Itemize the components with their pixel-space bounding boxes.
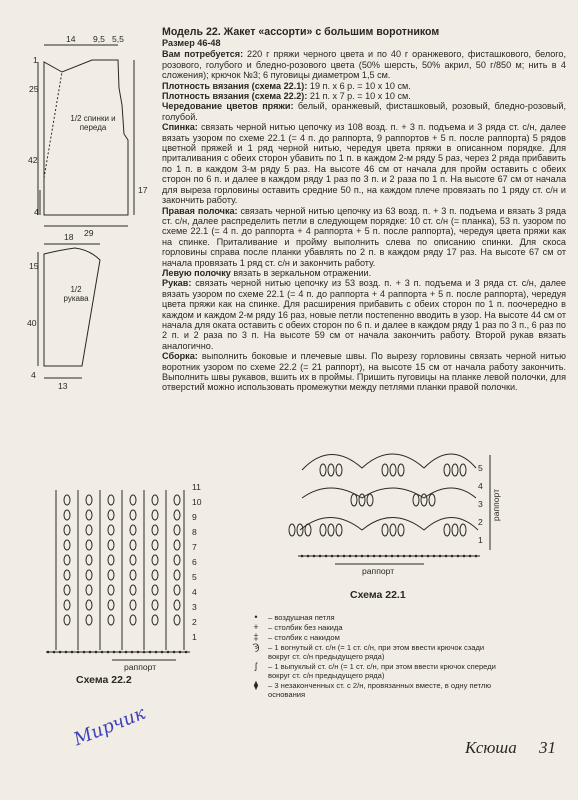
chain-symbol: [161, 651, 164, 654]
paragraph-text: связать черной нитью цепочку из 53 возд. п. + 3 п. подъема и 3 ряда ст. с/н, далее вязать узором по схеме 22.1 (= 4 п. до раппорта + 4 раппорта + 5 п. после раппорта), чередуя цвета пряжи как на спинке. Для расширения прибавить с обеих сторон по 1 п. поочередно в каждом и каждом 2-м ряду 16 раз, новые петли постепенно вводить в узор. На высоте 44 см от начала для оката оставить с обеих сторон по 6 п. и далее в каждом ряду 1 раз по 3 п., 6 раз по 2 п. и 2 раза по 3 п. На высоте 59 см от начала закончить работу. Второй рукав вязать аналогично.: [162, 278, 566, 351]
scheme-22-1-rapport: раппорт: [362, 566, 395, 576]
cluster-symbol: [130, 600, 136, 610]
chain-symbol: [155, 651, 158, 654]
cluster-symbol: [86, 615, 92, 625]
cluster-symbol: [174, 555, 180, 565]
cluster-symbol: [86, 510, 92, 520]
legend-item: [248, 643, 508, 661]
row-number: 1: [478, 535, 483, 545]
cluster-symbol: [444, 524, 450, 536]
chain-symbol: [53, 651, 56, 654]
chain-symbol: [445, 555, 448, 558]
cluster-symbol: [64, 555, 70, 565]
cluster-symbol: [108, 615, 114, 625]
cluster-symbol: [398, 524, 404, 536]
cluster-symbol: [152, 510, 158, 520]
cluster-symbol: [64, 615, 70, 625]
paragraph-label: Правая полочка:: [162, 205, 238, 216]
sleeve-dim-5: 13: [58, 381, 68, 391]
back-dim-5: 25: [29, 84, 39, 94]
chain-symbol: [313, 555, 316, 558]
chain-symbol: [379, 555, 382, 558]
cluster-symbol: [174, 525, 180, 535]
chain-symbol: [65, 651, 68, 654]
cluster-symbol: [320, 524, 326, 536]
chain-symbol: [403, 555, 406, 558]
chain-symbol: [373, 555, 376, 558]
cluster-symbol: [390, 464, 396, 476]
cluster-symbol: [460, 464, 466, 476]
row-number: 5: [478, 463, 483, 473]
cluster-symbol: [328, 464, 334, 476]
article-paragraphs: [162, 49, 566, 392]
row-number: 1: [192, 632, 197, 642]
cluster-symbol: [86, 495, 92, 505]
sleeve-dim-3: 40: [27, 318, 37, 328]
cluster-symbol: [320, 464, 326, 476]
paragraph: [162, 101, 566, 122]
cluster-symbol: [452, 524, 458, 536]
paragraph-text: 19 п. х 6 р. = 10 х 10 см.: [307, 80, 411, 91]
cluster-symbol: [108, 540, 114, 550]
cluster-symbol: [86, 570, 92, 580]
row-number: 3: [478, 499, 483, 509]
back-pattern-outline: [38, 45, 134, 226]
dc-icon: ‡: [253, 632, 259, 642]
chain-symbol: [325, 555, 328, 558]
chain-symbol: [475, 555, 478, 558]
cluster-symbol: [86, 525, 92, 535]
cluster-symbol: [351, 494, 357, 506]
page-number: 31: [539, 738, 556, 757]
row-number: 3: [192, 602, 197, 612]
cluster-symbol: [130, 510, 136, 520]
chain-symbol: [469, 555, 472, 558]
chain-symbol: [113, 651, 116, 654]
cluster-symbol: [130, 525, 136, 535]
chain-symbol: [349, 555, 352, 558]
cluster-symbol: [86, 540, 92, 550]
paragraph: [162, 122, 566, 205]
scheme-22-1-caption: Схема 22.1: [350, 589, 406, 601]
cluster-symbol: [108, 570, 114, 580]
chain-symbol: [307, 555, 310, 558]
cluster-symbol: [152, 585, 158, 595]
chain-symbol: [457, 555, 460, 558]
chain-symbol: [143, 651, 146, 654]
cluster-symbol: [152, 570, 158, 580]
paragraph: [162, 206, 566, 268]
cluster-symbol: [64, 585, 70, 595]
chain-symbol: [173, 651, 176, 654]
row-number: 11: [192, 482, 201, 492]
legend-text: – воздушная петля: [268, 613, 335, 622]
cluster-symbol: [429, 494, 435, 506]
row-number: 2: [192, 617, 197, 627]
cluster-symbol: [64, 570, 70, 580]
cluster-symbol: [64, 600, 70, 610]
chain-symbol: [421, 555, 424, 558]
legend-item: [248, 633, 508, 642]
chain-symbol: [119, 651, 122, 654]
back-dim-7: 4: [34, 207, 39, 217]
chain-symbol: [101, 651, 104, 654]
cluster-symbol: [130, 540, 136, 550]
sleeve-dim-2: 15: [29, 261, 39, 271]
back-label: 1/2 спинки и переда: [70, 114, 116, 132]
cluster-symbol: [305, 524, 311, 536]
scheme-22-1-rapport-vertical: раппорт: [491, 488, 502, 522]
cluster-symbol: [108, 495, 114, 505]
cluster-symbol: [174, 615, 180, 625]
article-title: Модель 22. Жакет «ассорти» с большим воротником: [162, 26, 440, 38]
cluster-symbol: [390, 524, 396, 536]
cluster-symbol: [398, 464, 404, 476]
cluster-symbol: [174, 585, 180, 595]
cluster-symbol: [152, 555, 158, 565]
cluster-symbol: [130, 555, 136, 565]
scheme-22-2-rapport: раппорт: [124, 662, 157, 672]
sleeve-dim-1: 18: [64, 232, 74, 242]
magazine-name: Ксюша: [465, 738, 517, 757]
cluster-symbol: [413, 494, 419, 506]
page-footer: [465, 738, 556, 758]
chain-symbol: [361, 555, 364, 558]
chain-symbol: [385, 555, 388, 558]
chain-symbol: [409, 555, 412, 558]
chain-symbol: [427, 555, 430, 558]
back-dim-3: 5,5: [112, 34, 124, 44]
cluster-symbol: [382, 524, 388, 536]
sleeve-dim-4: 4: [31, 370, 36, 380]
back-post-icon: ʃ: [255, 661, 257, 671]
legend-text: – 3 незаконченных ст. с 2/н, провязанных вместе, в одну петлю основания: [268, 681, 492, 699]
row-number: 7: [192, 542, 197, 552]
back-dim-6: 42: [28, 155, 38, 165]
chain-symbol: [179, 651, 182, 654]
cluster-symbol: [108, 510, 114, 520]
cluster-symbol: [336, 464, 342, 476]
cluster-symbol: [444, 464, 450, 476]
cluster-symbol: [86, 555, 92, 565]
chain-symbol: [131, 651, 134, 654]
row-number: 6: [192, 557, 197, 567]
cluster-symbol: [152, 495, 158, 505]
cluster-symbol: [108, 585, 114, 595]
chain-symbol: [415, 555, 418, 558]
paragraph-label: Плотность вязания (схема 22.2):: [162, 91, 308, 102]
paragraph: [162, 278, 566, 351]
scheme-22-2-caption: Схема 22.2: [76, 674, 132, 686]
chain-symbol: [433, 555, 436, 558]
legend-item: [248, 623, 508, 632]
cluster-symbol: [130, 615, 136, 625]
paragraph-label: Сборка:: [162, 351, 198, 362]
cluster-symbol: [174, 600, 180, 610]
chain-symbol: [185, 651, 188, 654]
chain-icon: •: [254, 612, 258, 622]
paragraph-text: 21 п. х 7 р. = 10 х 10 см.: [307, 91, 411, 102]
cluster-symbol: [152, 540, 158, 550]
chain-symbol: [337, 555, 340, 558]
row-number: 4: [478, 481, 483, 491]
size-line: Размер 46-48: [162, 38, 221, 48]
cluster-symbol: [452, 464, 458, 476]
paragraph-text: 220 г пряжи черного цвета и по 40 г оранжевого, фисташкового, белого, розового, голубого и бледно-розового цвета (50% шерсть, 50% акрил, 50 г/850 м; нить в 4 сложения); крючок №3; 6 пуговицы диаметром 1,5 см.: [162, 49, 566, 81]
signature: Мирчик: [70, 702, 149, 751]
symbol-legend: [248, 613, 508, 700]
paragraph: [162, 49, 566, 80]
legend-text: – 1 вогнутый ст. с/н (= 1 ст. с/н, при этом ввести крючок сзади вокруг ст. с/н предыдущего ряда): [268, 643, 485, 661]
chain-symbol: [125, 651, 128, 654]
sleeve-pattern-outline: [38, 244, 100, 378]
row-number: 8: [192, 527, 197, 537]
cluster-symbol: [64, 540, 70, 550]
chain-symbol: [59, 651, 62, 654]
cluster-symbol: [152, 615, 158, 625]
chain-symbol: [397, 555, 400, 558]
paragraph: [162, 351, 566, 393]
cluster-symbol: [108, 600, 114, 610]
paragraph-label: Рукав:: [162, 278, 192, 289]
cluster-symbol: [64, 525, 70, 535]
cluster-symbol: [174, 495, 180, 505]
paragraph-text: связать черной нитью цепочку из 108 возд. п. + 3 п. подъема и 3 ряда ст. с/н, далее вязать узором по схеме 22.1 (= 4 п. до раппорта, 9 раппортов + 5 п. после раппорта) 5 рядов цветной пряжей и 1 ряд черной нитью, чередуя цвета пряжи в описанном порядке. Для приталивания с обеих сторон убавить по 1 п. в каждом 2-м ряду 5 раз, через 2 ряда прибавить по 1 п. в каждом 3-м ряду 5 раз. На высоте 46 см от начала для пройм оставить с обеих сторон по 6 п. и далее в каждом ряду 1 раз по 3 п. и 2 раза по 1 п. На высоте 67 см от начала для выреза горловины оставить средние 50 п., на каждом плече провязать по 1 ряду ст. с/н и закончить работу.: [162, 122, 566, 206]
paragraph: [162, 91, 566, 101]
cluster-symbol: [152, 525, 158, 535]
paragraph-text: вязать в зеркальном отражении.: [230, 267, 372, 278]
legend-item: [248, 613, 508, 622]
cluster-symbol: [64, 495, 70, 505]
scheme-22-1-arcs: [298, 454, 490, 564]
legend-text: – столбик с накидом: [268, 633, 340, 642]
chain-symbol: [47, 651, 50, 654]
chain-symbol: [343, 555, 346, 558]
chain-symbol: [71, 651, 74, 654]
chain-symbol: [137, 651, 140, 654]
chain-symbol: [301, 555, 304, 558]
row-number: 5: [192, 572, 197, 582]
row-number: 2: [478, 517, 483, 527]
cluster-symbol: [174, 570, 180, 580]
back-dim-8: 17: [138, 185, 148, 195]
row-number: 10: [192, 497, 202, 507]
chain-symbol: [107, 651, 110, 654]
cluster-symbol: [421, 494, 427, 506]
legend-text: – столбик без накида: [268, 623, 343, 632]
paragraph-label: Спинка:: [162, 122, 198, 133]
chain-symbol: [367, 555, 370, 558]
chain-symbol: [439, 555, 442, 558]
chain-symbol: [77, 651, 80, 654]
sc-icon: +: [253, 622, 259, 632]
paragraph: [162, 81, 566, 91]
chain-symbol: [149, 651, 152, 654]
cluster-symbol: [86, 600, 92, 610]
cluster-symbol: [130, 585, 136, 595]
paragraph-label: Вам потребуется:: [162, 49, 244, 60]
back-dim-4: 1: [33, 55, 38, 65]
chain-symbol: [95, 651, 98, 654]
chain-symbol: [331, 555, 334, 558]
cluster-symbol: [108, 555, 114, 565]
chain-symbol: [319, 555, 322, 558]
paragraph-label: Плотность вязания (схема 22.1):: [162, 80, 308, 91]
front-post-icon: Ϡ: [252, 642, 260, 652]
cluster-symbol: [174, 510, 180, 520]
cluster-icon: ⧫: [253, 680, 259, 690]
paragraph-text: выполнить боковые и плечевые швы. По вырезу горловины связать черной нитью воротник узором по схеме 22.2 (= 21 раппорт), на высоте 15 см от начала работу закончить. Выполнить швы рукавов, вшить их в проймы. Пришить пуговицы на планке левой полочки, для отверстий можно использовать промежутки между петлями планки правой полочки.: [162, 351, 567, 393]
cluster-symbol: [64, 510, 70, 520]
paragraph-label: Чередование цветов пряжи:: [162, 101, 294, 112]
chain-symbol: [167, 651, 170, 654]
cluster-symbol: [130, 495, 136, 505]
cluster-symbol: [130, 570, 136, 580]
chain-symbol: [463, 555, 466, 558]
paragraph-text: связать черной нитью цепочку из 63 возд. п. + 3 п. подъема и вязать 3 ряда ст. с/н, далее распределить петли в следующем порядке: 10 ст. с/н (= планка), 53 п. узором по схеме 22.1 (= 4 п. до раппорта + 4 раппорта + 5 п. после раппорта), чередуя цвета пряжи как на спинке. Приталивание и пройму выполнить слева по описанию спинки. Для скоса горловины справа после планки убавлять по 2 п. в каждом ряду 17 раз. На высоте 67 см от начала провязать 1 ряд ст. с/н и закончить работу.: [162, 205, 566, 268]
cluster-symbol: [152, 600, 158, 610]
article-text: [162, 26, 566, 393]
paragraph: [162, 268, 566, 278]
cluster-symbol: [336, 524, 342, 536]
scheme-22-2-columns: [46, 490, 190, 660]
chain-symbol: [391, 555, 394, 558]
row-number: 9: [192, 512, 197, 522]
cluster-symbol: [382, 464, 388, 476]
row-number: 4: [192, 587, 197, 597]
legend-item: [248, 662, 508, 680]
cluster-symbol: [289, 524, 295, 536]
chain-symbol: [83, 651, 86, 654]
cluster-symbol: [359, 494, 365, 506]
chain-symbol: [89, 651, 92, 654]
cluster-symbol: [367, 494, 373, 506]
cluster-symbol: [460, 524, 466, 536]
legend-item: [248, 681, 508, 699]
cluster-symbol: [328, 524, 334, 536]
cluster-symbol: [86, 585, 92, 595]
paragraph-text: белый, оранжевый, фисташковый, розовый, бледно-розовый, голубой.: [162, 101, 566, 122]
sleeve-label: 1/2 рукава: [63, 285, 89, 303]
legend-text: – 1 выпуклый ст. с/н (= 1 ст. с/н, при этом ввести крючок спереди вокруг ст. с/н предыдущего ряда): [268, 662, 496, 680]
back-dim-9: 29: [84, 228, 94, 238]
chain-symbol: [451, 555, 454, 558]
cluster-symbol: [108, 525, 114, 535]
back-dim-2: 9,5: [93, 34, 105, 44]
cluster-symbol: [174, 540, 180, 550]
back-dim-1: 14: [66, 34, 76, 44]
chain-symbol: [355, 555, 358, 558]
paragraph-label: Левую полочку: [162, 267, 231, 278]
